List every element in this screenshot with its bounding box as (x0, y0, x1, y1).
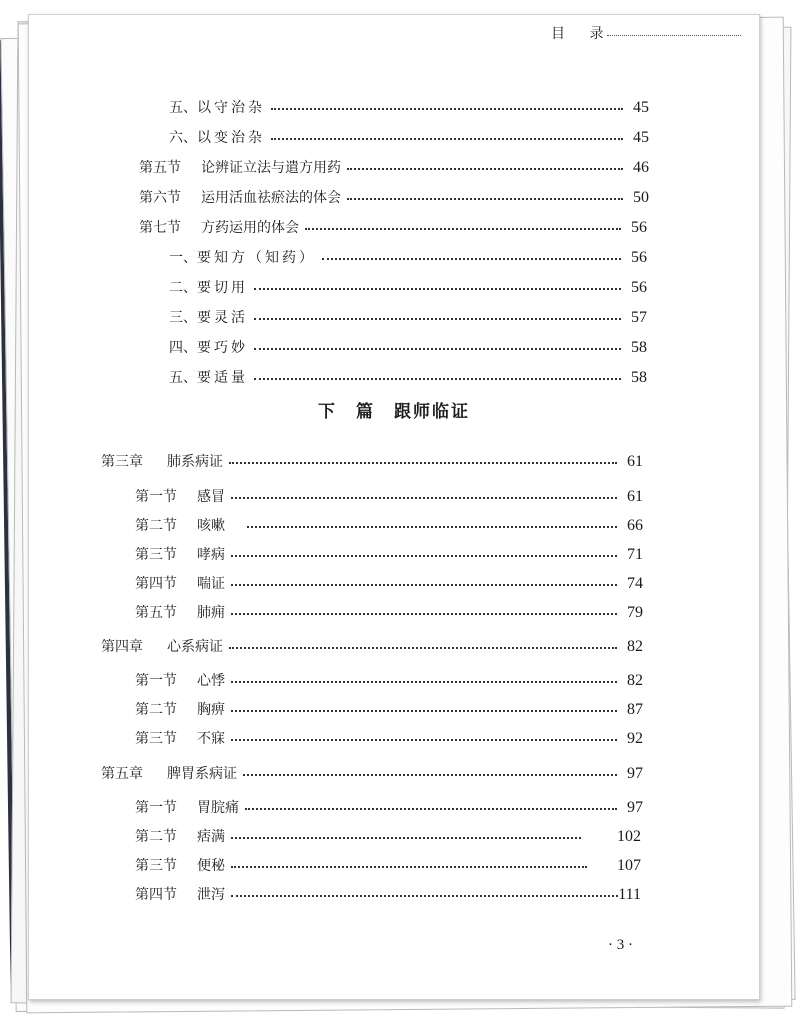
toc-page (28, 14, 760, 1000)
leader-dots (229, 646, 617, 649)
leader-dots (347, 167, 623, 170)
entry-page: 58 (631, 369, 647, 386)
entry-page: 92 (627, 730, 643, 747)
entry-page: 82 (627, 638, 643, 655)
entry-page: 61 (627, 453, 643, 470)
entry-title: 便秘 (197, 858, 225, 874)
entry-number: 第三节 (135, 731, 177, 747)
entry-number: 五、 (169, 100, 197, 116)
toc-chapter-entry[interactable] (101, 630, 643, 656)
toc-entry[interactable] (135, 722, 643, 748)
entry-title: 心系病证 (167, 639, 223, 655)
entry-page: 57 (631, 309, 647, 326)
entry-title: 要灵活 (197, 310, 248, 326)
entry-number: 第五节 (139, 160, 181, 176)
entry-number: 二、 (169, 280, 197, 296)
header-rule (607, 35, 741, 36)
entry-title: 咳嗽 (197, 518, 225, 534)
entry-number: 第四节 (135, 887, 177, 903)
entry-page: 74 (627, 575, 643, 592)
entry-page: 56 (631, 279, 647, 296)
entry-page: 87 (627, 701, 643, 718)
leader-dots (231, 836, 581, 839)
entry-title: 脾胃系病证 (167, 766, 237, 782)
toc-entry[interactable] (135, 538, 643, 564)
entry-title: 胃脘痛 (197, 800, 239, 816)
entry-title: 要适量 (197, 370, 248, 386)
entry-number: 第三节 (135, 858, 177, 874)
entry-page: 56 (631, 249, 647, 266)
leader-dots (322, 257, 621, 260)
running-header (551, 23, 741, 43)
entry-number: 第四节 (135, 576, 177, 592)
entry-number: 五、 (169, 370, 197, 386)
leader-dots (243, 773, 617, 776)
entry-number: 第三章 (101, 454, 143, 470)
entry-number: 第五章 (101, 766, 143, 782)
entry-page: 45 (633, 129, 649, 146)
entry-title: 方药运用的体会 (201, 220, 299, 236)
entry-number: 第一节 (135, 673, 177, 689)
leader-dots (254, 317, 621, 320)
entry-page: 61 (627, 488, 643, 505)
entry-title: 要知方（知药） (197, 250, 316, 266)
toc-entry[interactable] (169, 91, 649, 117)
toc-entry[interactable] (135, 480, 643, 506)
leader-dots (271, 107, 623, 110)
leader-dots (245, 807, 617, 810)
entry-page: 111 (618, 886, 641, 903)
entry-page: 79 (627, 604, 643, 621)
leader-dots (347, 197, 623, 200)
toc-entry[interactable] (169, 271, 647, 297)
entry-page: 58 (631, 339, 647, 356)
toc-entry[interactable] (135, 596, 643, 622)
entry-page: 45 (633, 99, 649, 116)
leader-dots (231, 583, 617, 586)
toc-chapter-entry[interactable] (101, 445, 643, 471)
entry-number: 第三节 (135, 547, 177, 563)
entry-title: 泄泻 (197, 887, 225, 903)
toc-entry[interactable] (135, 567, 643, 593)
leader-dots (305, 227, 621, 230)
entry-page: 97 (627, 765, 643, 782)
entry-title: 要巧妙 (197, 340, 248, 356)
entry-title: 哮病 (197, 547, 225, 563)
leader-dots (231, 554, 617, 557)
leader-dots (231, 496, 617, 499)
entry-title: 肺系病证 (167, 454, 223, 470)
entry-title: 胸痹 (197, 702, 225, 718)
entry-title: 运用活血祛瘀法的体会 (201, 190, 341, 206)
toc-chapter-entry[interactable] (101, 757, 643, 783)
entry-number: 一、 (169, 250, 197, 266)
toc-entry[interactable] (135, 509, 643, 535)
entry-number: 第六节 (139, 190, 181, 206)
entry-title: 论辨证立法与遣方用药 (201, 160, 341, 176)
leader-dots (231, 709, 617, 712)
entry-title: 以变治杂 (197, 130, 265, 146)
leader-dots (231, 865, 587, 868)
entry-title: 要切用 (197, 280, 248, 296)
entry-number: 第二节 (135, 702, 177, 718)
toc-entry[interactable] (169, 361, 647, 387)
entry-number: 四、 (169, 340, 197, 356)
page-number: · 3 · (608, 937, 633, 953)
entry-number: 第一节 (135, 800, 177, 816)
toc-entry[interactable] (139, 211, 647, 237)
entry-number: 三、 (169, 310, 197, 326)
toc-entry[interactable] (135, 849, 641, 875)
toc-entry[interactable] (169, 331, 647, 357)
entry-title: 以守治杂 (197, 100, 265, 116)
leader-dots (231, 894, 618, 897)
entry-number: 第二节 (135, 518, 177, 534)
toc-entry[interactable] (135, 791, 643, 817)
entry-page: 107 (617, 857, 641, 874)
entry-number: 第四章 (101, 639, 143, 655)
header-title: 目 录 (551, 26, 614, 42)
entry-number: 六、 (169, 130, 197, 146)
entry-title: 痞满 (197, 829, 225, 845)
part-title: 下 篇 跟师临证 (318, 402, 470, 422)
entry-page: 102 (617, 828, 641, 845)
leader-dots (271, 137, 623, 140)
leader-dots (247, 525, 617, 528)
leader-dots (231, 680, 617, 683)
leader-dots (231, 612, 617, 615)
toc-entry[interactable] (169, 301, 647, 327)
entry-title: 肺痈 (197, 605, 225, 621)
entry-title: 感冒 (197, 489, 225, 505)
leader-dots (231, 738, 617, 741)
leader-dots (254, 287, 621, 290)
toc-entry[interactable] (139, 181, 649, 207)
toc-entry[interactable] (135, 693, 643, 719)
entry-title: 不寐 (197, 731, 225, 747)
entry-page: 50 (633, 189, 649, 206)
toc-entry[interactable] (135, 878, 641, 904)
entry-number: 第一节 (135, 489, 177, 505)
entry-page: 71 (627, 546, 643, 563)
toc-entry[interactable] (135, 820, 641, 846)
leader-dots (229, 461, 617, 464)
entry-title: 喘证 (197, 576, 225, 592)
entry-number: 第五节 (135, 605, 177, 621)
entry-page: 97 (627, 799, 643, 816)
entry-number: 第七节 (139, 220, 181, 236)
toc-entry[interactable] (135, 664, 643, 690)
entry-title: 心悸 (197, 673, 225, 689)
toc-entry[interactable] (139, 151, 649, 177)
entry-page: 56 (631, 219, 647, 236)
entry-page: 82 (627, 672, 643, 689)
leader-dots (254, 347, 621, 350)
entry-number: 第二节 (135, 829, 177, 845)
entry-page: 46 (633, 159, 649, 176)
leader-dots (254, 377, 621, 380)
toc-entry[interactable] (169, 241, 647, 267)
toc-entry[interactable] (169, 121, 649, 147)
entry-page: 66 (627, 517, 643, 534)
